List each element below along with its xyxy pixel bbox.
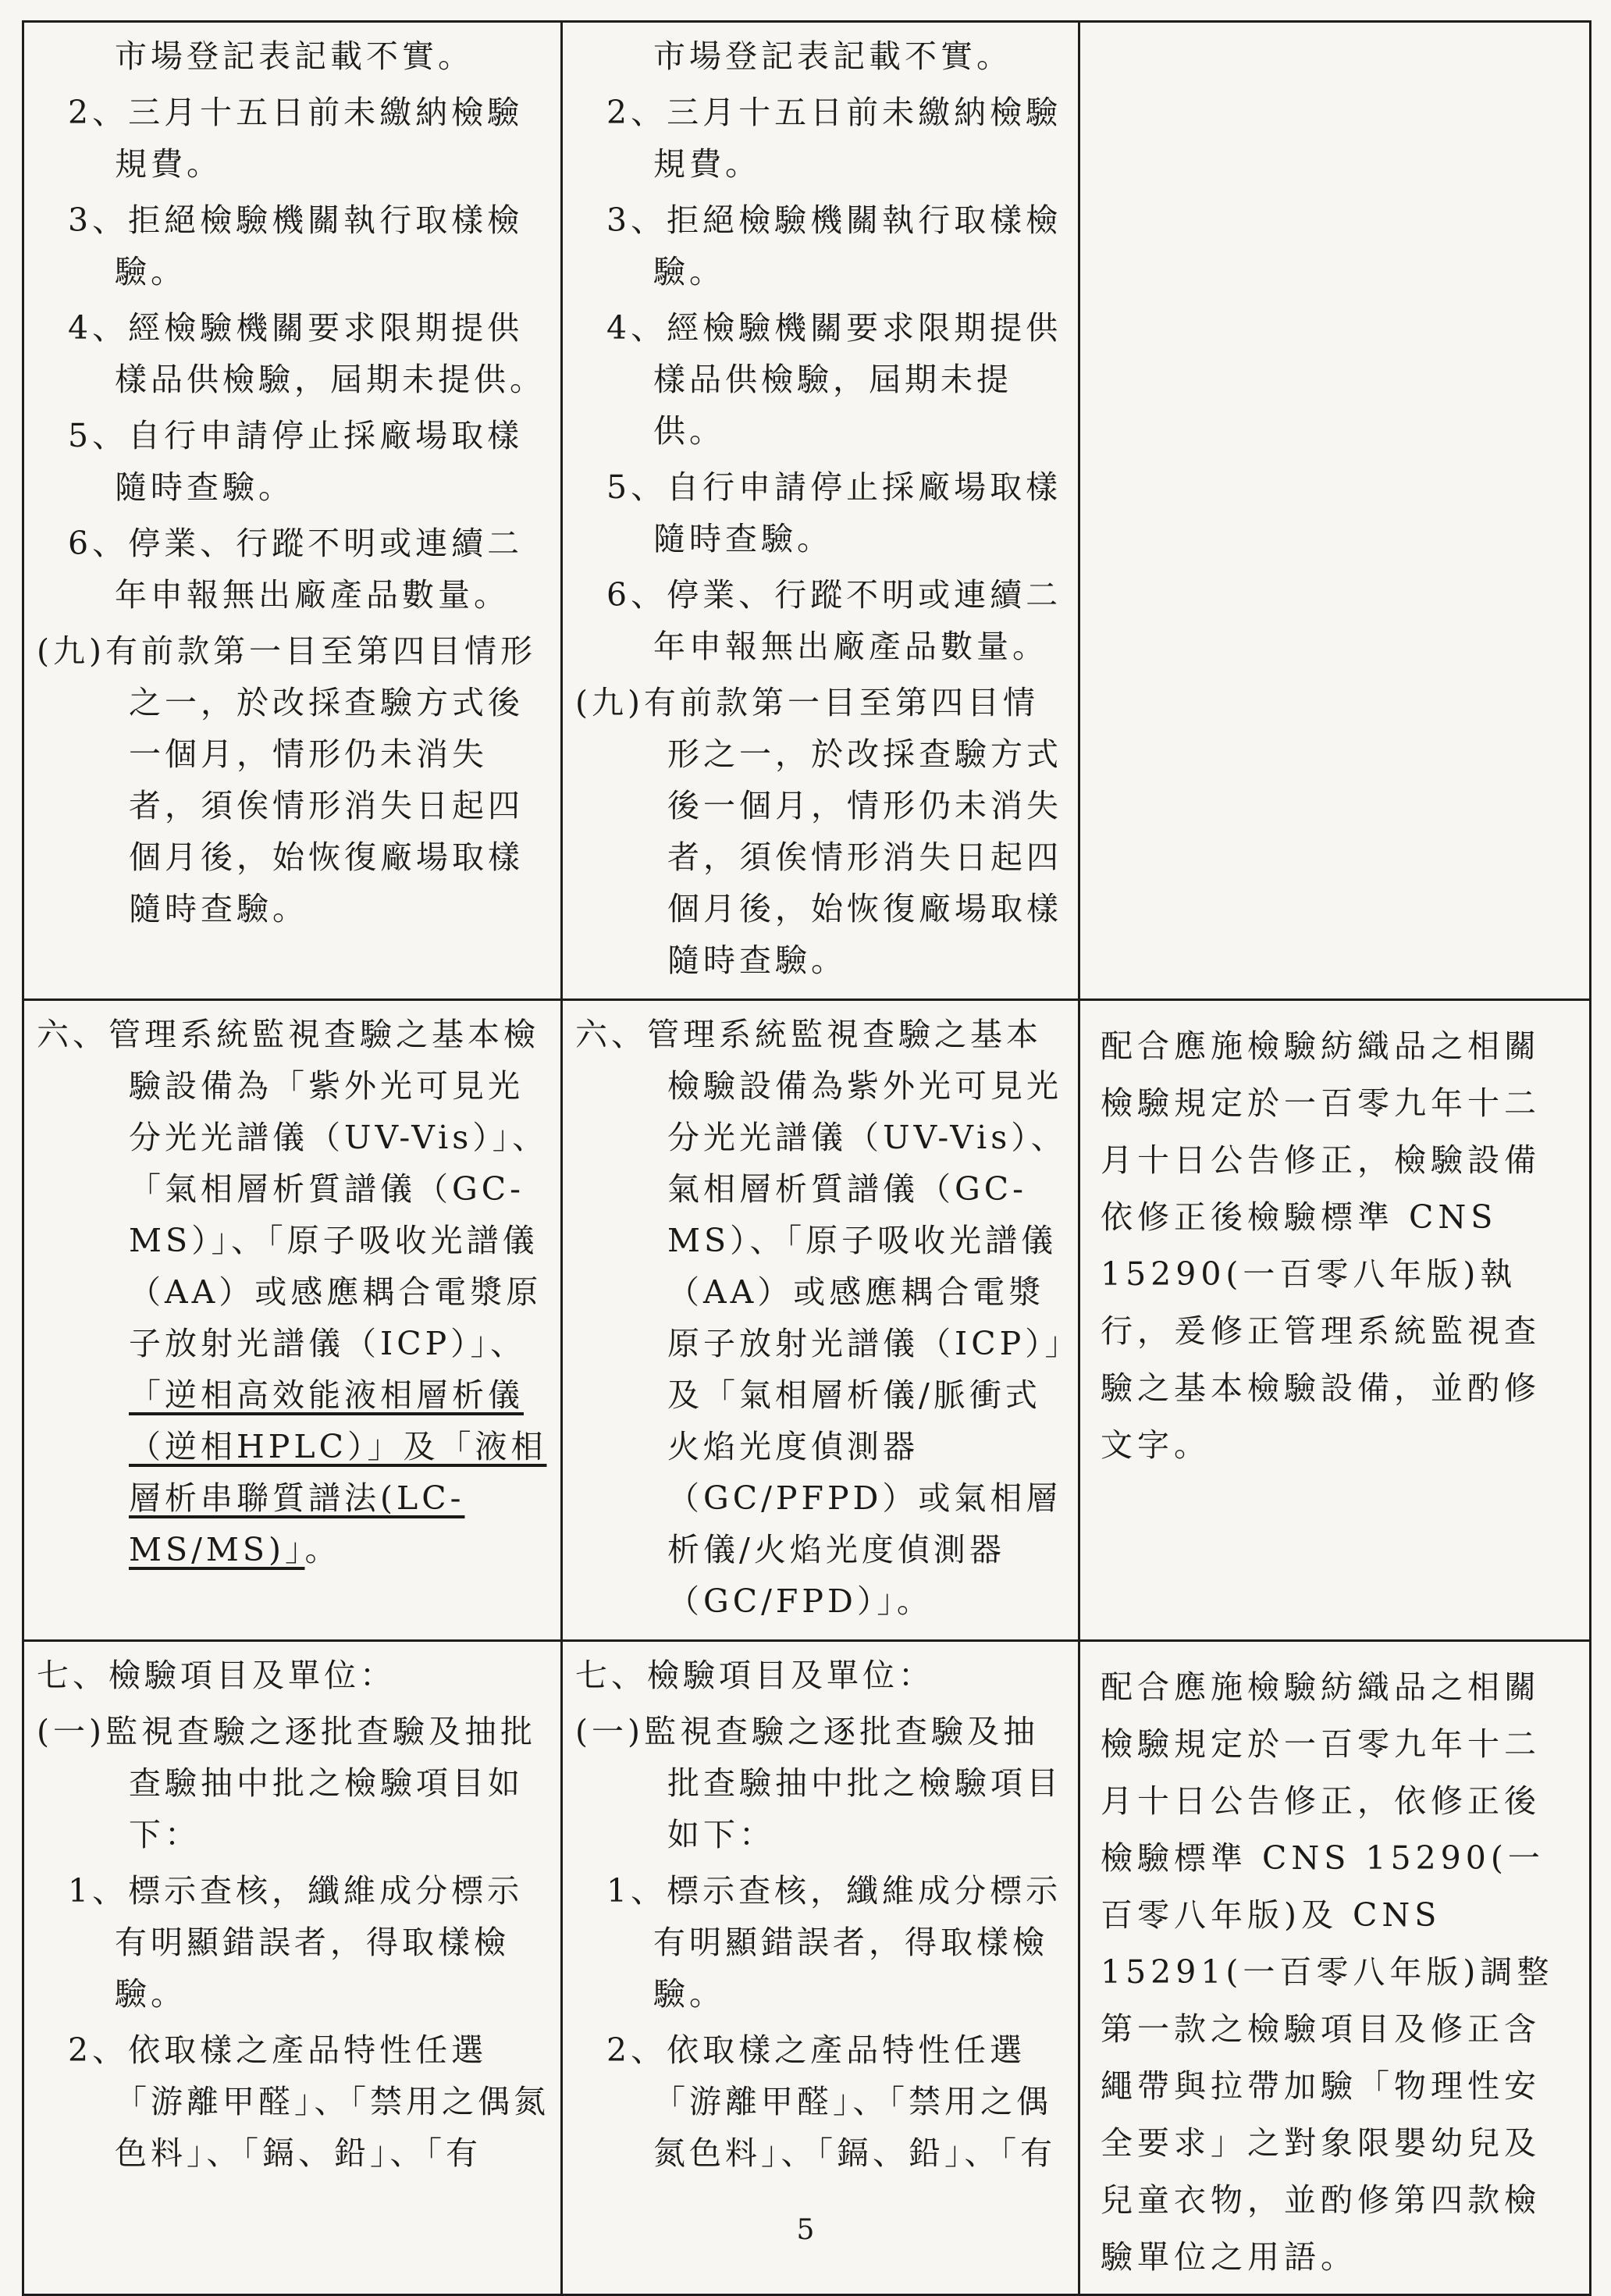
list-item: (九)有前款第一目至第四目情形之一，於改採查驗方式後一個月，情形仍未消失者，須俟情形消失日起四個月後，始恢復廠場取樣隨時查驗。	[37, 632, 536, 927]
row1-explanation	[1079, 22, 1591, 1000]
list-item: 七、檢驗項目及單位：	[37, 1657, 396, 1694]
comparison-table	[22, 20, 1591, 2296]
table-row-1	[23, 22, 1591, 1000]
row3-current-text	[562, 1641, 1079, 2295]
row2-explanation-paragraph: 配合應施檢驗紡織品之相關檢驗規定於一百零九年十二月十日公告修正，檢驗設備依修正後檢驗標準 CNS 15290(一百零八年版)執行，爰修正管理系統監視查驗之基本檢驗設備，並酌修文字。	[1101, 1027, 1541, 1464]
row2-explanation	[1079, 1000, 1591, 1641]
page-number: 5	[796, 2214, 815, 2246]
row2-current-paragraph: 六、管理系統監視查驗之基本檢驗設備為紫外光可見光分光光譜儀（UV-Vis）、氣相層析質譜儀（GC-MS）、「原子吸收光譜儀（AA）或感應耦合電漿原子放射光譜儀（ICP）」及「氣相層析儀/脈衝式火焰光度偵測器（GC/PFPD）或氣相層析儀/火焰光度偵測器（GC/FPD）」。	[575, 1016, 1067, 1620]
list-item: 市場登記表記載不實。	[653, 37, 1012, 75]
list-item: 1、標示查核，纖維成分標示有明顯錯誤者，得取樣檢驗。	[68, 1872, 524, 2013]
row3-amended-text	[23, 1641, 562, 2295]
row2-amended-underlined: 「逆相高效能液相層析儀（逆相HPLC）」及「液相層析串聯質譜法(LC-MS/MS)」	[129, 1376, 547, 1568]
row3-explanation-paragraph: 配合應施檢驗紡織品之相關檢驗規定於一百零九年十二月十日公告修正，依修正後檢驗標準 CNS 15290(一百零八年版)及 CNS 15291(一百零八年版)調整第一款之檢驗項目及修正含繩帶與拉帶加驗「物理性安全要求」之對象限嬰幼兒及兒童衣物，並酌修第四款檢驗單位之用語。	[1101, 1668, 1554, 2276]
list-item: 6、停業、行蹤不明或連續二年申報無出廠產品數量。	[606, 576, 1062, 665]
list-item: 4、經檢驗機關要求限期提供樣品供檢驗，屆期未提供。	[68, 309, 546, 398]
row1-amended-text	[23, 22, 562, 1000]
list-item: (九)有前款第一目至第四目情形之一，於改採查驗方式後一個月，情形仍未消失者，須俟情形消失日起四個月後，始恢復廠場取樣隨時查驗。	[575, 684, 1062, 979]
list-item: 5、自行申請停止採廠場取樣隨時查驗。	[68, 417, 524, 506]
table-row-3	[23, 1641, 1591, 2295]
list-item: 3、拒絕檢驗機關執行取樣檢驗。	[606, 201, 1062, 290]
list-item: (一)監視查驗之逐批查驗及抽批查驗抽中批之檢驗項目如下：	[37, 1713, 536, 1853]
row2-amended-plain: 六、管理系統監視查驗之基本檢驗設備為「紫外光可見光分光光譜儀（UV-Vis）」、「氣相層析質譜儀（GC-MS）」、「原子吸收光譜儀（AA）或感應耦合電漿原子放射光譜儀（ICP）」、	[37, 1016, 549, 1362]
list-item: 1、標示查核，纖維成分標示有明顯錯誤者，得取樣檢驗。	[606, 1872, 1062, 2013]
list-item: 2、依取樣之產品特性任選「游離甲醛」、「禁用之偶氮色料」、「鎘、鉛」、「有	[606, 2031, 1056, 2172]
list-item: 市場登記表記載不實。	[115, 37, 474, 75]
list-item: 5、自行申請停止採廠場取樣隨時查驗。	[606, 468, 1062, 557]
list-item: 6、停業、行蹤不明或連續二年申報無出廠產品數量。	[68, 525, 524, 614]
row3-explanation	[1079, 1641, 1591, 2295]
table-row-2	[23, 1000, 1591, 1641]
row2-amended-end: 。	[304, 1531, 341, 1568]
list-item: 2、三月十五日前未繳納檢驗規費。	[68, 94, 524, 183]
row1-current-text	[562, 22, 1079, 1000]
list-item: 七、檢驗項目及單位：	[575, 1657, 934, 1694]
list-item: 3、拒絕檢驗機關執行取樣檢驗。	[68, 201, 524, 290]
row2-amended-text	[23, 1000, 562, 1641]
row2-current-text	[562, 1000, 1079, 1641]
list-item: 4、經檢驗機關要求限期提供樣品供檢驗，屆期未提供。	[606, 309, 1062, 450]
list-item: (一)監視查驗之逐批查驗及抽批查驗抽中批之檢驗項目如下：	[575, 1713, 1062, 1853]
list-item: 2、依取樣之產品特性任選「游離甲醛」、「禁用之偶氮色料」、「鎘、鉛」、「有	[68, 2031, 549, 2172]
list-item: 2、三月十五日前未繳納檢驗規費。	[606, 94, 1062, 183]
